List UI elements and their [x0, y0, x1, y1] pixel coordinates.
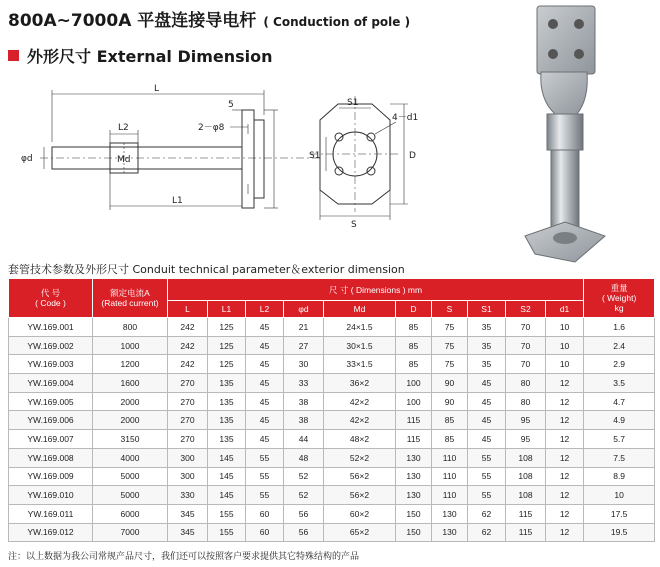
table-cell: 33	[284, 374, 324, 393]
table-cell: 70	[506, 355, 546, 374]
label-hole: 2－φ8	[198, 123, 225, 133]
table-cell: 300	[168, 448, 208, 467]
table-cell: 135	[208, 392, 246, 411]
table-cell: YW.169.008	[9, 448, 93, 467]
table-cell: 30	[284, 355, 324, 374]
table-cell: 130	[396, 486, 432, 505]
table-cell: 2.9	[584, 355, 655, 374]
table-cell: 45	[246, 392, 284, 411]
table-cell: 242	[168, 318, 208, 337]
table-cell: 70	[506, 336, 546, 355]
header-col: Md	[324, 301, 396, 318]
table-cell: 12	[546, 411, 584, 430]
section-bullet-icon	[8, 50, 19, 61]
table-cell: 38	[284, 411, 324, 430]
table-cell: 135	[208, 411, 246, 430]
table-cell: 56	[284, 504, 324, 523]
label-phi-d: φd	[21, 154, 33, 164]
table-cell: 6000	[93, 504, 168, 523]
table-cell: 85	[432, 411, 468, 430]
table-cell: 95	[506, 430, 546, 449]
table-cell: 38	[284, 392, 324, 411]
table-cell: 27	[284, 336, 324, 355]
section-label: 外形尺寸 External Dimension	[27, 47, 273, 66]
table-row	[9, 411, 655, 430]
table-cell: 1200	[93, 355, 168, 374]
table-cell: 45	[246, 336, 284, 355]
table-cell: 4.9	[584, 411, 655, 430]
table-row	[9, 448, 655, 467]
table-cell: 270	[168, 430, 208, 449]
table-cell: 1000	[93, 336, 168, 355]
table-cell: 10	[584, 486, 655, 505]
table-cell: 10	[546, 355, 584, 374]
table-row	[9, 318, 655, 337]
header-col: L2	[246, 301, 284, 318]
table-cell: 12	[546, 448, 584, 467]
label-D: D	[409, 151, 416, 161]
header-col: L1	[208, 301, 246, 318]
table-cell: 2000	[93, 392, 168, 411]
table-cell: 55	[468, 448, 506, 467]
table-cell: 44	[284, 430, 324, 449]
table-row	[9, 467, 655, 486]
table-cell: 270	[168, 374, 208, 393]
table-cell: 80	[506, 374, 546, 393]
title-text: 800A~7000A 平盘连接导电杆	[8, 11, 257, 31]
table-cell: 3150	[93, 430, 168, 449]
page-title	[8, 6, 410, 31]
table-cell: 1.6	[584, 318, 655, 337]
label-4-d1: 4－d1	[392, 113, 419, 123]
table-cell: 8.9	[584, 467, 655, 486]
table-cell: 242	[168, 336, 208, 355]
table-cell: 45	[468, 411, 506, 430]
table-cell: 12	[546, 374, 584, 393]
table-cell: 110	[432, 467, 468, 486]
table-cell: 48×2	[324, 430, 396, 449]
table-cell: 4.7	[584, 392, 655, 411]
table-cell: 19.5	[584, 523, 655, 542]
table-cell: 36×2	[324, 374, 396, 393]
section-heading	[8, 44, 273, 67]
table-cell: 115	[396, 430, 432, 449]
table-cell: 5000	[93, 486, 168, 505]
table-cell: 5000	[93, 467, 168, 486]
table-cell: 270	[168, 392, 208, 411]
table-cell: 125	[208, 355, 246, 374]
table-cell: 108	[506, 486, 546, 505]
flange-collar	[254, 120, 264, 198]
table-cell: 45	[246, 411, 284, 430]
footnote: 注：以上数据为我公司常规产品尺寸，我们还可以按照客户要求提供其它特殊结构的产品	[8, 552, 360, 562]
table-cell: 55	[468, 486, 506, 505]
table-cell: 42×2	[324, 392, 396, 411]
table-cell: 17.5	[584, 504, 655, 523]
table-cell: 12	[546, 467, 584, 486]
table-cell: 115	[506, 523, 546, 542]
table-cell: 21	[284, 318, 324, 337]
table-cell: 45	[468, 430, 506, 449]
table-cell: 45	[468, 374, 506, 393]
table-cell: 55	[246, 448, 284, 467]
table-body	[9, 318, 655, 542]
technical-drawing	[20, 80, 430, 230]
table-cell: 145	[208, 467, 246, 486]
table-cell: 48	[284, 448, 324, 467]
table-cell: 130	[396, 467, 432, 486]
table-cell: 108	[506, 448, 546, 467]
table-cell: 45	[246, 318, 284, 337]
label-S: S	[351, 220, 357, 230]
header-code: 代 号 ( Code )	[9, 279, 93, 318]
table-cell: 150	[396, 523, 432, 542]
table-cell: 4000	[93, 448, 168, 467]
table-cell: 345	[168, 504, 208, 523]
header-col: L	[168, 301, 208, 318]
table-cell: 85	[432, 430, 468, 449]
table-cell: 85	[396, 336, 432, 355]
table-cell: 56×2	[324, 486, 396, 505]
header-col: S2	[506, 301, 546, 318]
table-title: 套管技术参数及外形尺寸 Conduit technical parameter＆exterior dimension	[8, 263, 405, 276]
table-cell: 55	[246, 467, 284, 486]
table-cell: 75	[432, 336, 468, 355]
table-cell: YW.169.002	[9, 336, 93, 355]
table-cell: 60	[246, 504, 284, 523]
parameter-table	[8, 278, 655, 542]
label-5: 5	[228, 100, 234, 110]
table-cell: 145	[208, 486, 246, 505]
table-cell: 2.4	[584, 336, 655, 355]
table-cell: 125	[208, 336, 246, 355]
table-row	[9, 504, 655, 523]
title-subtitle: ( Conduction of pole )	[263, 15, 411, 29]
table-cell: 85	[396, 355, 432, 374]
table-cell: 45	[246, 355, 284, 374]
table-row	[9, 486, 655, 505]
table-cell: 90	[432, 392, 468, 411]
table-cell: YW.169.010	[9, 486, 93, 505]
table-cell: 130	[396, 448, 432, 467]
header-col: D	[396, 301, 432, 318]
table-cell: 35	[468, 336, 506, 355]
table-cell: 130	[432, 504, 468, 523]
table-cell: 5.7	[584, 430, 655, 449]
table-row	[9, 355, 655, 374]
header-col: S1	[468, 301, 506, 318]
table-cell: 3.5	[584, 374, 655, 393]
table-cell: 55	[468, 467, 506, 486]
table-cell: 100	[396, 374, 432, 393]
table-cell: 12	[546, 430, 584, 449]
table-cell: 62	[468, 504, 506, 523]
table-cell: 45	[468, 392, 506, 411]
table-cell: 10	[546, 318, 584, 337]
header-col: S	[432, 301, 468, 318]
label-S1-top: S1	[347, 98, 359, 108]
table-cell: 345	[168, 523, 208, 542]
table-cell: YW.169.007	[9, 430, 93, 449]
table-cell: 60	[246, 523, 284, 542]
table-cell: 155	[208, 504, 246, 523]
table-cell: 52	[284, 467, 324, 486]
table-cell: 60×2	[324, 504, 396, 523]
table-row	[9, 336, 655, 355]
table-cell: 56×2	[324, 467, 396, 486]
table-cell: 135	[208, 374, 246, 393]
header-col: d1	[546, 301, 584, 318]
d1-leader	[375, 122, 396, 134]
label-Md: Md	[117, 155, 131, 165]
table-cell: 10	[546, 336, 584, 355]
table-cell: 270	[168, 411, 208, 430]
table-cell: 75	[432, 355, 468, 374]
table-cell: 65×2	[324, 523, 396, 542]
table-cell: 115	[506, 504, 546, 523]
table-cell: 12	[546, 523, 584, 542]
table-cell: 7.5	[584, 448, 655, 467]
table-cell: 24×1.5	[324, 318, 396, 337]
label-S1-left: S1	[309, 151, 321, 161]
table-cell: 30×1.5	[324, 336, 396, 355]
table-cell: 110	[432, 486, 468, 505]
table-cell: 7000	[93, 523, 168, 542]
table-cell: 62	[468, 523, 506, 542]
table-cell: 52	[284, 486, 324, 505]
label-L2: L2	[118, 123, 129, 133]
table-cell: 150	[396, 504, 432, 523]
table-cell: 42×2	[324, 411, 396, 430]
table-cell: 242	[168, 355, 208, 374]
table-cell: 100	[396, 392, 432, 411]
table-cell: 330	[168, 486, 208, 505]
table-cell: 45	[246, 430, 284, 449]
header-dimensions: 尺 寸 ( Dimensions ) mm	[168, 279, 584, 301]
table-cell: 35	[468, 355, 506, 374]
table-cell: 12	[546, 504, 584, 523]
table-cell: YW.169.003	[9, 355, 93, 374]
table-cell: 52×2	[324, 448, 396, 467]
table-row	[9, 523, 655, 542]
label-L1: L1	[172, 196, 183, 206]
table-cell: YW.169.011	[9, 504, 93, 523]
photo-rod	[551, 150, 579, 234]
table-cell: 1600	[93, 374, 168, 393]
table-cell: 70	[506, 318, 546, 337]
table-cell: 800	[93, 318, 168, 337]
table-cell: 90	[432, 374, 468, 393]
table-cell: YW.169.012	[9, 523, 93, 542]
table-cell: 145	[208, 448, 246, 467]
table-cell: YW.169.001	[9, 318, 93, 337]
table-cell: 95	[506, 411, 546, 430]
label-L: L	[154, 84, 160, 94]
table-cell: YW.169.004	[9, 374, 93, 393]
table-cell: 108	[506, 467, 546, 486]
table-cell: 55	[246, 486, 284, 505]
table-cell: 33×1.5	[324, 355, 396, 374]
table-cell: 75	[432, 318, 468, 337]
table-row	[9, 430, 655, 449]
table-cell: 45	[246, 374, 284, 393]
table-cell: YW.169.009	[9, 467, 93, 486]
table-cell: 35	[468, 318, 506, 337]
table-row	[9, 392, 655, 411]
table-cell: 130	[432, 523, 468, 542]
table-cell: YW.169.005	[9, 392, 93, 411]
table-cell: 125	[208, 318, 246, 337]
table-cell: YW.169.006	[9, 411, 93, 430]
table-row	[9, 374, 655, 393]
table-cell: 110	[432, 448, 468, 467]
product-photo	[515, 4, 615, 266]
table-cell: 12	[546, 486, 584, 505]
table-cell: 155	[208, 523, 246, 542]
table-cell: 135	[208, 430, 246, 449]
header-current: 额定电流A (Rated current)	[93, 279, 168, 318]
table-cell: 85	[396, 318, 432, 337]
table-cell: 115	[396, 411, 432, 430]
header-weight: 重量 ( Weight) kg	[584, 279, 655, 318]
table-cell: 300	[168, 467, 208, 486]
table-cell: 56	[284, 523, 324, 542]
header-col: φd	[284, 301, 324, 318]
table-cell: 12	[546, 392, 584, 411]
photo-top-plate	[537, 6, 595, 74]
table-cell: 2000	[93, 411, 168, 430]
table-cell: 80	[506, 392, 546, 411]
